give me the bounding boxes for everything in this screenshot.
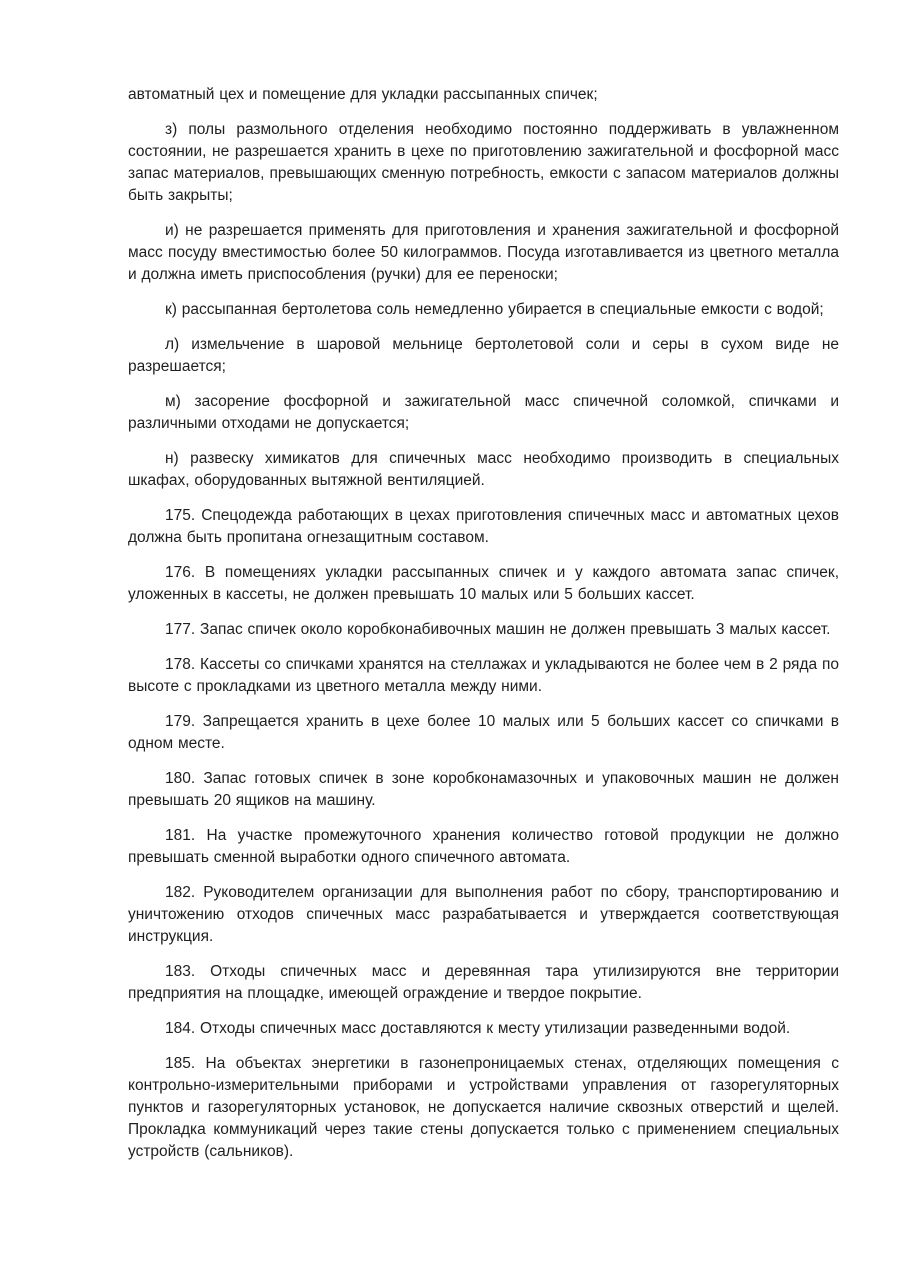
point-183: 183. Отходы спичечных масс и деревянная тара утилизируются вне территории предприятия на площадке, имеющей ограждение и твердое покрытие. [128, 963, 839, 1002]
point-175: 175. Спецодежда работающих в цехах приготовления спичечных масс и автоматных цехов должна быть пропитана огнезащитным составом. [128, 507, 839, 546]
point-180: 180. Запас готовых спичек в зоне коробконамазочных и упаковочных машин не должен превышать 20 ящиков на машину. [128, 770, 839, 809]
point-177: 177. Запас спичек около коробконабивочных машин не должен превышать 3 малых кассет. [165, 621, 831, 638]
point-182: 182. Руководителем организации для выполнения работ по сбору, транспортированию и уничтожению отходов спичечных масс разрабатывается и утверждается соответствующая инструкция. [128, 884, 839, 945]
point-181: 181. На участке промежуточного хранения количество готовой продукции не должно превышать сменной выработки одного спичечного автомата. [128, 827, 839, 866]
clause-m: м) засорение фосфорной и зажигательной масс спичечной соломкой, спичками и различными отходами не допускается; [128, 393, 839, 432]
point-176: 176. В помещениях укладки рассыпанных спичек и у каждого автомата запас спичек, уложенных в кассеты, не должен превышать 10 малых или 5 больших кассет. [128, 564, 839, 603]
point-185: 185. На объектах энергетики в газонепроницаемых стенах, отделяющих помещения с контрольно-измерительными приборами и устройствами управления от газорегуляторных пунктов и газорегуляторных установок, не допускается наличие сквозных отверстий и щелей. Прокладка коммуникаций через такие стены допускается только с применением специальных устройств (сальников). [128, 1055, 839, 1160]
point-178: 178. Кассеты со спичками хранятся на стеллажах и укладываются не более чем в 2 ряда по высоте с прокладками из цветного металла между ними. [128, 656, 839, 695]
clause-l: л) измельчение в шаровой мельнице бертолетовой соли и серы в сухом виде не разрешается; [128, 336, 839, 375]
clause-z: з) полы размольного отделения необходимо постоянно поддерживать в увлажненном состоянии, не разрешается хранить в цехе по приготовлению зажигательной и фосфорной масс запас материалов, превышающих сменную потребность, емкости с запасом материалов должны быть закрыты; [128, 121, 839, 204]
clause-n: н) развеску химикатов для спичечных масс необходимо производить в специальных шкафах, оборудованных вытяжной вентиляцией. [128, 450, 839, 489]
clause-k: к) рассыпанная бертолетова соль немедленно убирается в специальные емкости с водой; [165, 301, 824, 318]
clause-i: и) не разрешается применять для приготовления и хранения зажигательной и фосфорной масс посуду вместимостью более 50 килограммов. Посуда изготавливается из цветного металла и должна иметь приспособления (ручки) для ее переноски; [128, 222, 839, 283]
point-179: 179. Запрещается хранить в цехе более 10 малых или 5 больших кассет со спичками в одном месте. [128, 713, 839, 752]
point-184: 184. Отходы спичечных масс доставляются к месту утилизации разведенными водой. [165, 1020, 791, 1037]
paragraph-continuation: автоматный цех и помещение для укладки рассыпанных спичек; [128, 86, 598, 103]
